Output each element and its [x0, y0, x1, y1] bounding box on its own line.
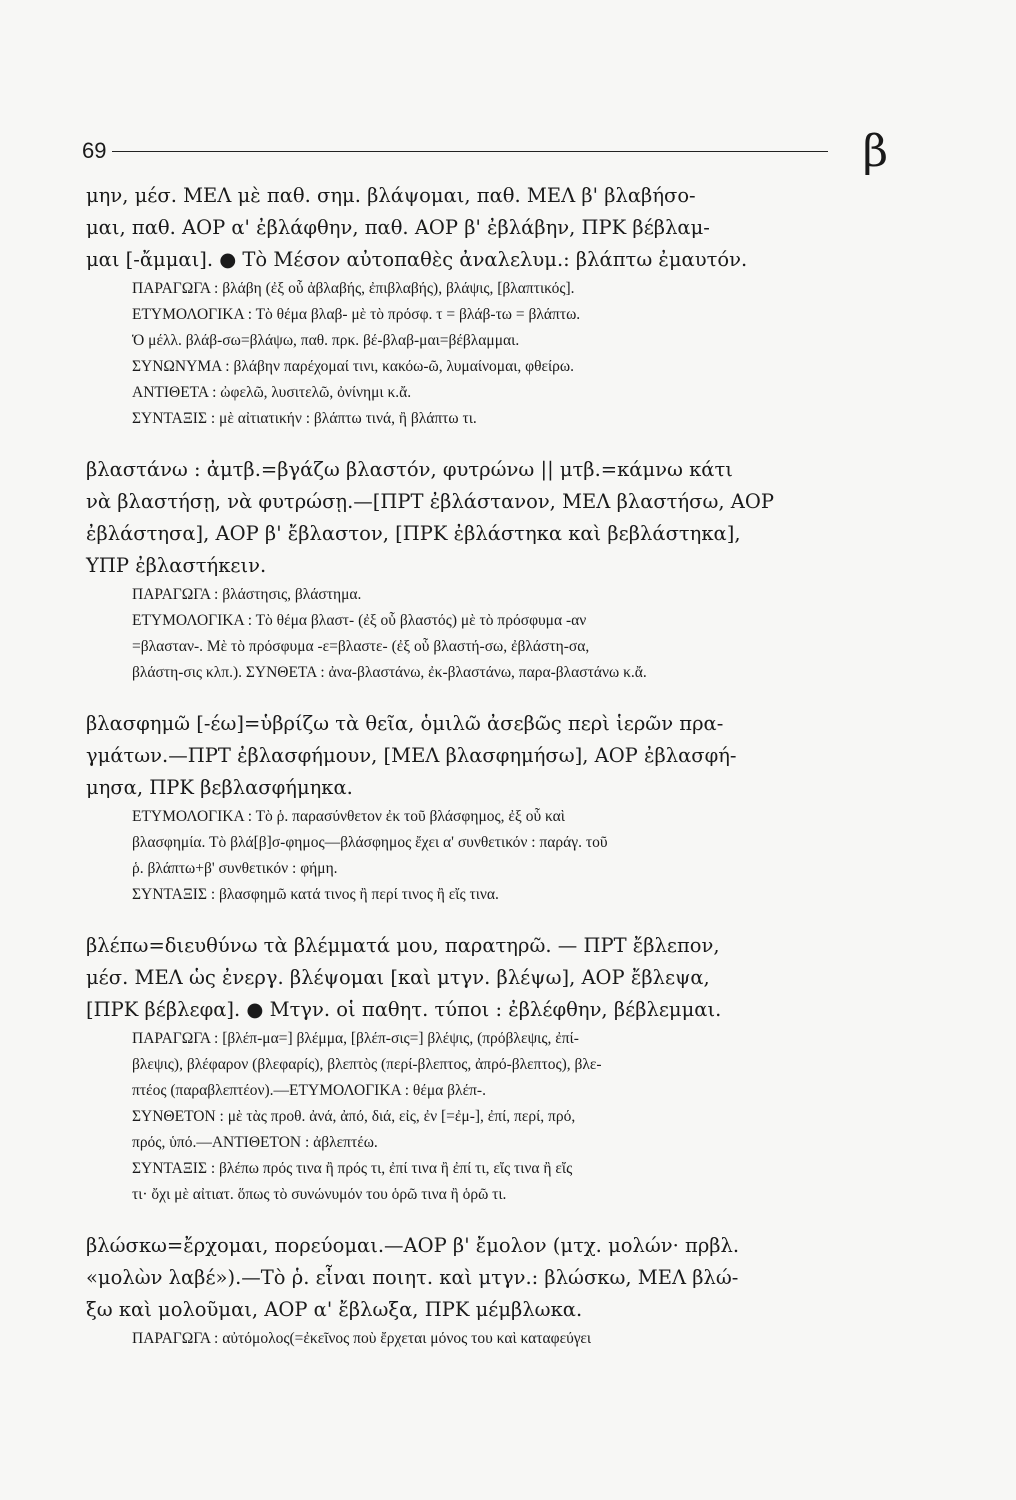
entry-blasphemo	[86, 708, 896, 908]
sub-line: πρός, ὑπό.—ΑΝΤΙΘΕΤΟΝ : ἀβλεπτέω.	[132, 1134, 378, 1151]
entry-main	[86, 708, 896, 804]
entry-sub	[132, 276, 896, 432]
sub-line: ΣΥΝΤΑΞΙΣ : βλασφημῶ κατά τινος ἢ περί τινος ἢ εἴς τινα.	[132, 886, 499, 903]
dictionary-content	[86, 180, 896, 1374]
entry-sub	[132, 804, 896, 908]
sub-line: ΠΑΡΑΓΩΓΑ : αὐτόμολος(=ἐκεῖνος ποὺ ἔρχεται μόνος του καὶ καταφεύγει	[132, 1330, 592, 1347]
section-letter: β	[862, 126, 888, 177]
main-line: [ΠΡΚ βέβλεφα]. ● Μτγν. οἱ παθητ. τύποι : ἐβλέφθην, βέβλεμμαι.	[86, 998, 722, 1021]
sub-line: ΕΤΥΜΟΛΟΓΙΚΑ : Τὸ θέμα βλαστ- (ἐξ οὗ βλαστός) μὲ τὸ πρόσφυμα -αν	[132, 612, 587, 629]
header-rule	[112, 151, 828, 152]
entry-blosko	[86, 1230, 896, 1352]
sub-line: ΣΥΝΤΑΞΙΣ : μὲ αἰτιατικήν : βλάπτω τινά, ἢ βλάπτω τι.	[132, 410, 477, 427]
sub-line: ΠΑΡΑΓΩΓΑ : βλάστησις, βλάστημα.	[132, 586, 362, 603]
sub-line: ΕΤΥΜΟΛΟΓΙΚΑ : Τὸ θέμα βλαβ- μὲ τὸ πρόσφ. τ = βλάβ-τω = βλάπτω.	[132, 306, 581, 323]
sub-line: =βλασταν-. Μὲ τὸ πρόσφυμα -ε=βλαστε- (ἐξ οὗ βλαστή-σω, ἐβλάστη-σα,	[132, 638, 590, 655]
entry-main	[86, 454, 896, 582]
entry-main	[86, 1230, 896, 1326]
sub-line: τι· ὄχι μὲ αἰτιατ. ὅπως τὸ συνώνυμόν του ὁρῶ τινα ἢ ὁρῶ τι.	[132, 1186, 507, 1203]
main-line: μαι, παθ. ΑΟΡ α' ἐβλάφθην, παθ. ΑΟΡ β' ἐβλάβην, ΠΡΚ βέβλαμ-	[86, 216, 710, 239]
sub-line: ΑΝΤΙΘΕΤΑ : ὠφελῶ, λυσιτελῶ, ὀνίνημι κ.ἄ.	[132, 384, 412, 401]
main-line: βλαστάνω : ἀμτβ.=βγάζω βλαστόν, φυτρώνω || μτβ.=κάμνω κάτι	[86, 458, 733, 481]
sub-line: βλεψις), βλέφαρον (βλεφαρίς), βλεπτὸς (περί-βλεπτος, ἀπρό-βλεπτος), βλε-	[132, 1056, 602, 1073]
entry-main	[86, 930, 896, 1026]
entry-sub	[132, 582, 896, 686]
sub-line: βλάστη-σις κλπ.). ΣΥΝΘΕΤΑ : ἀνα-βλαστάνω, ἐκ-βλαστάνω, παρα-βλαστάνω κ.ἄ.	[132, 664, 647, 681]
sub-line: ῥ. βλάπτω+β' συνθετικόν : φήμη.	[132, 860, 338, 877]
page-number: 69	[82, 138, 107, 163]
entry-sub	[132, 1026, 896, 1208]
main-line: ξω καὶ μολοῦμαι, ΑΟΡ α' ἔβλωξα, ΠΡΚ μέμβλωκα.	[86, 1298, 583, 1321]
entry-blepo	[86, 930, 896, 1208]
sub-line: ΠΑΡΑΓΩΓΑ : [βλέπ-μα=] βλέμμα, [βλέπ-σις=] βλέψις, (πρόβλεψις, ἐπί-	[132, 1030, 579, 1047]
main-line: βλώσκω=ἔρχομαι, πορεύομαι.—ΑΟΡ β' ἔμολον (μτχ. μολών· πρβλ.	[86, 1234, 740, 1257]
sub-line: βλασφημία. Τὸ βλά[β]σ-φημος—βλάσφημος ἔχει α' συνθετικόν : παράγ. τοῦ	[132, 834, 608, 851]
entry-sub	[132, 1326, 896, 1352]
sub-line: ΣΥΝΤΑΞΙΣ : βλέπω πρός τινα ἢ πρός τι, ἐπί τινα ἢ ἐπί τι, εἴς τινα ἢ εἴς	[132, 1160, 573, 1177]
sub-line: ΣΥΝΩΝΥΜΑ : βλάβην παρέχομαί τινι, κακόω-ῶ, λυμαίνομαι, φθείρω.	[132, 358, 574, 375]
main-line: ΥΠΡ ἐβλαστήκειν.	[86, 554, 267, 577]
sub-line: ΠΑΡΑΓΩΓΑ : βλάβη (ἐξ οὗ ἀβλαβής, ἐπιβλαβής), βλάψις, [βλαπτικός].	[132, 280, 575, 297]
main-line: νὰ βλαστήσῃ, νὰ φυτρώσῃ.—[ΠΡΤ ἐβλάστανον, ΜΕΛ βλαστήσω, ΑΟΡ	[86, 490, 774, 513]
sub-line: ΕΤΥΜΟΛΟΓΙΚΑ : Τὸ ῥ. παρασύνθετον ἐκ τοῦ βλάσφημος, ἐξ οὗ καὶ	[132, 808, 565, 825]
main-line: μην, μέσ. ΜΕΛ μὲ παθ. σημ. βλάψομαι, παθ. ΜΕΛ β' βλαβήσο-	[86, 184, 696, 207]
main-line: μαι [-ἄμμαι]. ● Τὸ Μέσον αὐτοπαθὲς ἀναλελυμ.: βλάπτω ἐμαυτόν.	[86, 248, 748, 271]
sub-line: πτέος (παραβλεπτέον).—ΕΤΥΜΟΛΟΓΙΚΑ : θέμα βλέπ-.	[132, 1082, 486, 1099]
page-header	[82, 126, 900, 177]
entry-blastano	[86, 454, 896, 686]
main-line: βλέπω=διευθύνω τὰ βλέμματά μου, παρατηρῶ. — ΠΡΤ ἔβλεπον,	[86, 934, 720, 957]
sub-line: ΣΥΝΘΕΤΟΝ : μὲ τὰς προθ. ἀνά, ἀπό, διά, εἰς, ἐν [=ἐμ-], ἐπί, περί, πρό,	[132, 1108, 576, 1125]
main-line: μησα, ΠΡΚ βεβλασφήμηκα.	[86, 776, 353, 799]
entry-blapto-continued	[86, 180, 896, 432]
main-line: ἐβλάστησα], ΑΟΡ β' ἔβλαστον, [ΠΡΚ ἐβλάστηκα καὶ βεβλάστηκα],	[86, 522, 741, 545]
entry-main	[86, 180, 896, 276]
main-line: «μολὼν λαβέ»).—Τὸ ῥ. εἶναι ποιητ. καὶ μτγν.: βλώσκω, ΜΕΛ βλώ-	[86, 1266, 739, 1289]
main-line: γμάτων.—ΠΡΤ ἐβλασφήμουν, [ΜΕΛ βλασφημήσω], ΑΟΡ ἐβλασφή-	[86, 744, 737, 767]
main-line: βλασφημῶ [-έω]=ὑβρίζω τὰ θεῖα, ὁμιλῶ ἀσεβῶς περὶ ἱερῶν πρα-	[86, 712, 724, 735]
main-line: μέσ. ΜΕΛ ὡς ἐνεργ. βλέψομαι [καὶ μτγν. βλέψω], ΑΟΡ ἔβλεψα,	[86, 966, 710, 989]
sub-line: Ὁ μέλλ. βλάβ-σω=βλάψω, παθ. πρκ. βέ-βλαβ-μαι=βέβλαμμαι.	[132, 332, 520, 349]
